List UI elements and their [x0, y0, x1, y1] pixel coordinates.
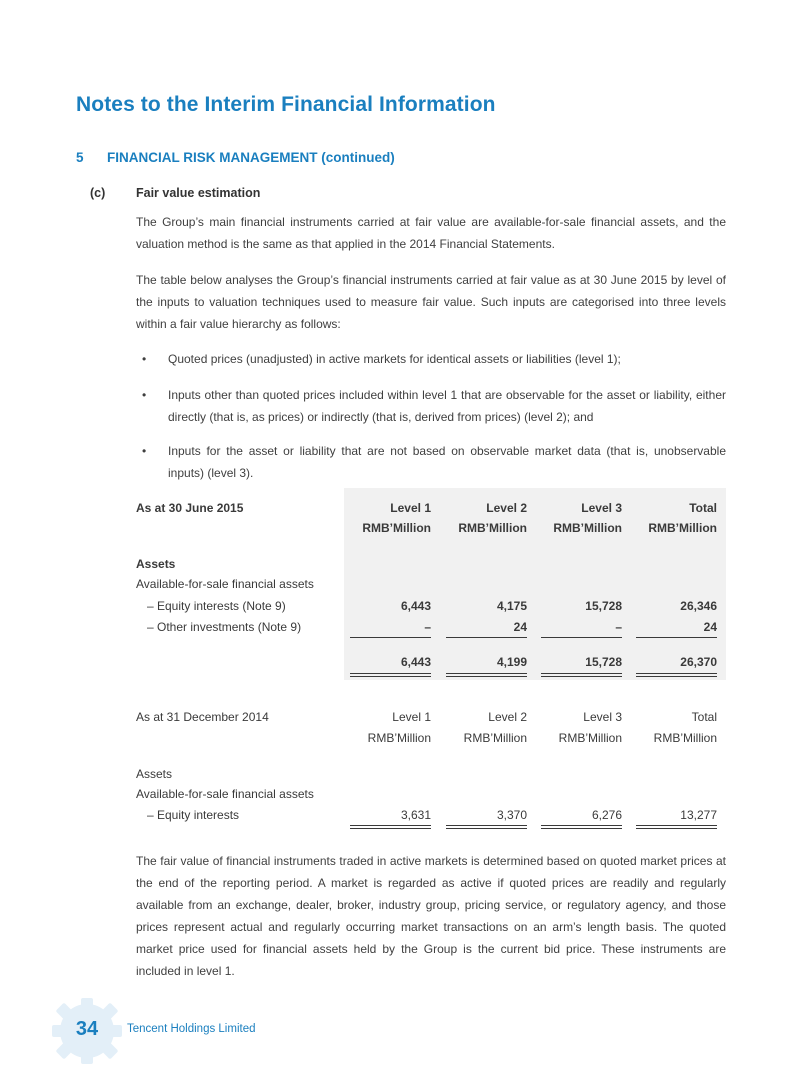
column-header-level-1: Level 1	[392, 710, 431, 724]
total-double-rule	[446, 828, 527, 829]
group-label: Assets	[136, 557, 176, 571]
bullet-text: Inputs other than quoted prices included within level 1 that are observable for the asset or liability, either directly (that is, as prices) or indirectly (that is, derived from prices) (level 2); and	[168, 388, 726, 424]
column-unit: RMB’Million	[362, 521, 431, 535]
subsection-number: (c)	[90, 186, 106, 200]
cell-value: 24	[703, 620, 717, 634]
bullet-text: Inputs for the asset or liability that are not based on observable market data (that is, unobservable inputs) (level 3).	[168, 444, 726, 480]
column-header-level-1: Level 1	[390, 501, 431, 515]
column-header-level-2: Level 2	[488, 710, 527, 724]
column-unit: RMB’Million	[458, 521, 527, 535]
subgroup-label: Available-for-sale financial assets	[136, 787, 314, 801]
subtotal-rule	[446, 637, 527, 638]
column-header-level-3: Level 3	[581, 501, 622, 515]
subtotal-rule	[350, 637, 431, 638]
total-value: 4,199	[496, 655, 527, 669]
group-label: Assets	[136, 767, 173, 781]
subtotal-rule	[636, 637, 717, 638]
company-name: Tencent Holdings Limited	[127, 1023, 256, 1035]
row-label: – Equity interests	[147, 808, 240, 822]
bullet-item	[136, 348, 726, 370]
cell-value: –	[424, 620, 431, 634]
total-double-rule	[350, 828, 431, 829]
total-double-rule	[636, 828, 717, 829]
cell-value: 3,370	[496, 808, 527, 822]
total-double-rule	[446, 825, 527, 826]
section-title: FINANCIAL RISK MANAGEMENT (continued)	[107, 150, 395, 165]
column-unit: RMB’Million	[558, 731, 622, 745]
total-value: 15,728	[585, 655, 622, 669]
paragraph-table-explanation: The table below analyses the Group’s financial instruments carried at fair value as at 30 June 2015 by level of the inputs to valuation techniques used to measure fair value. Such inputs are categorised into three levels within a fair value hierarchy as follows:	[136, 273, 726, 331]
total-double-rule	[636, 673, 717, 674]
total-double-rule	[541, 673, 622, 674]
total-double-rule	[541, 828, 622, 829]
subsection-title: Fair value estimation	[136, 186, 261, 200]
row-label: – Equity interests (Note 9)	[147, 599, 286, 613]
bullet-item	[136, 384, 726, 428]
row-label: – Other investments (Note 9)	[147, 620, 302, 634]
cell-value: 6,443	[400, 599, 431, 613]
cell-value: 15,728	[585, 599, 622, 613]
subgroup-label: Available-for-sale financial assets	[136, 577, 314, 591]
page-title: Notes to the Interim Financial Information	[76, 93, 496, 116]
bullet-text: Quoted prices (unadjusted) in active markets for identical assets or liabilities (level 1);	[168, 352, 621, 366]
column-header-level-3: Level 3	[583, 710, 622, 724]
column-header-level-2: Level 2	[486, 501, 527, 515]
cell-value: 4,175	[496, 599, 527, 613]
cell-value: 3,631	[400, 808, 431, 822]
column-header-total: Total	[691, 710, 717, 724]
bullet-icon: •	[142, 352, 147, 366]
paragraph-intro: The Group’s main financial instruments carried at fair value are available-for-sale financial assets, and the valuation method is the same as that applied in the 2014 Financial Statements.	[136, 215, 726, 251]
total-value: 26,370	[680, 655, 717, 669]
section-number: 5	[76, 150, 84, 165]
total-double-rule	[350, 673, 431, 674]
table-2014-heading: As at 31 December 2014	[136, 710, 269, 724]
total-double-rule	[350, 825, 431, 826]
column-unit: RMB’Million	[463, 731, 527, 745]
column-unit: RMB’Million	[648, 521, 717, 535]
page-number: 34	[75, 1018, 99, 1040]
cell-value: –	[615, 620, 622, 634]
total-double-rule	[541, 825, 622, 826]
subtotal-rule	[541, 637, 622, 638]
cell-value: 13,277	[680, 808, 717, 822]
total-double-rule	[636, 676, 717, 677]
total-double-rule	[446, 676, 527, 677]
column-header-total: Total	[689, 501, 717, 515]
cell-value: 6,276	[591, 808, 622, 822]
total-double-rule	[636, 825, 717, 826]
cell-value: 26,346	[680, 599, 717, 613]
subsection-heading	[90, 186, 260, 200]
total-double-rule	[446, 673, 527, 674]
column-unit: RMB’Million	[367, 731, 431, 745]
section-heading	[76, 150, 395, 165]
table-highlight-shading	[344, 488, 726, 680]
column-unit: RMB’Million	[653, 731, 717, 745]
bullet-item	[136, 440, 726, 484]
total-double-rule	[541, 676, 622, 677]
column-unit: RMB’Million	[553, 521, 622, 535]
total-double-rule	[350, 676, 431, 677]
bullet-icon: •	[142, 444, 147, 458]
total-value: 6,443	[400, 655, 431, 669]
paragraph-level-1-explanation: The fair value of financial instruments traded in active markets is determined based on quoted market prices at the end of the reporting period. A market is regarded as active if quoted prices are readily and regularly available from an exchange, dealer, broker, industry group, pricing service, or regulatory agency, and those prices represent actual and regularly occurring market transactions on an arm’s length basis. The quoted market price used for financial assets held by the Group is the current bid price. These instruments are included in level 1.	[136, 854, 726, 978]
table-2015-heading: As at 30 June 2015	[136, 501, 244, 515]
cell-value: 24	[513, 620, 527, 634]
bullet-icon: •	[142, 388, 147, 402]
